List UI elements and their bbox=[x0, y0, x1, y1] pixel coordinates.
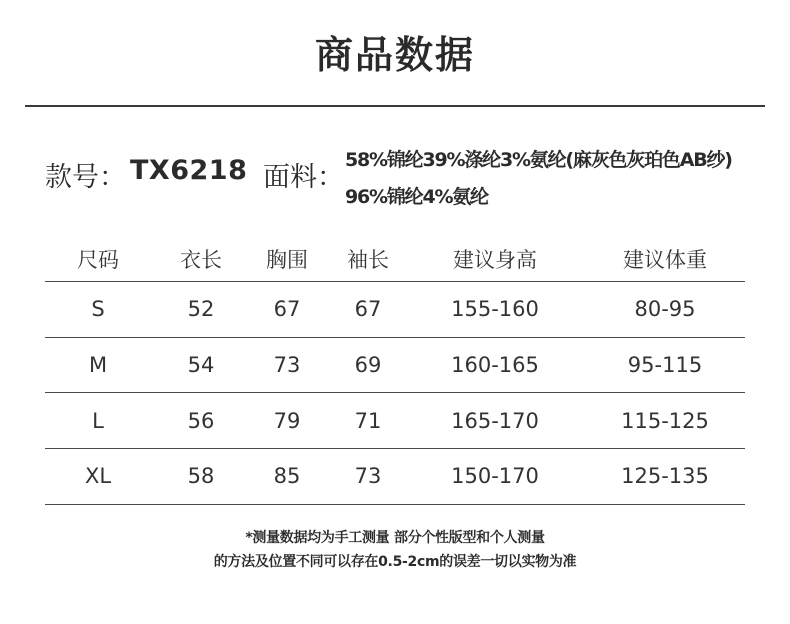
column-header-sleeve: 袖长 bbox=[347, 248, 389, 272]
length-cell: 52 bbox=[187, 297, 215, 322]
column-header-size: 尺码 bbox=[77, 248, 119, 272]
column-header-weight: 建议体重 bbox=[623, 248, 707, 272]
column-header-height: 建议身高 bbox=[453, 248, 537, 272]
sleeve-cell: 67 bbox=[354, 297, 382, 322]
table-row bbox=[45, 393, 745, 449]
length-cell: 56 bbox=[187, 408, 215, 433]
sleeve-cell: 73 bbox=[354, 464, 382, 489]
weight-cell: 95-115 bbox=[627, 353, 703, 378]
table-header-row bbox=[45, 237, 745, 282]
table-row bbox=[45, 282, 745, 338]
length-cell: 58 bbox=[187, 464, 215, 489]
chest-cell: 79 bbox=[273, 408, 301, 433]
height-cell: 150-170 bbox=[451, 464, 539, 489]
style-number-label: 款号： bbox=[45, 162, 126, 193]
column-header-length: 衣长 bbox=[180, 248, 222, 272]
fabric-composition-line: 96%锦纶4%氨纶 bbox=[345, 186, 488, 208]
column-header-chest: 胸围 bbox=[266, 248, 308, 272]
table-row bbox=[45, 449, 745, 505]
height-cell: 165-170 bbox=[451, 408, 539, 433]
measurement-note: *测量数据均为手工测量 部分个性版型和个人测量 bbox=[245, 530, 545, 546]
style-number-value: TX6218 bbox=[130, 155, 248, 186]
chest-cell: 67 bbox=[273, 297, 301, 322]
length-cell: 54 bbox=[187, 353, 215, 378]
weight-cell: 115-125 bbox=[621, 408, 709, 433]
size-cell: S bbox=[91, 297, 105, 322]
sleeve-cell: 69 bbox=[354, 353, 382, 378]
table-row bbox=[45, 338, 745, 394]
sleeve-cell: 71 bbox=[354, 408, 382, 433]
chest-cell: 85 bbox=[273, 464, 301, 489]
height-cell: 160-165 bbox=[451, 353, 539, 378]
chest-cell: 73 bbox=[273, 353, 301, 378]
weight-cell: 80-95 bbox=[634, 297, 696, 322]
size-cell: XL bbox=[84, 464, 112, 489]
fabric-label: 面料： bbox=[263, 162, 344, 193]
size-cell: L bbox=[92, 408, 104, 433]
height-cell: 155-160 bbox=[451, 297, 539, 322]
weight-cell: 125-135 bbox=[621, 464, 709, 489]
title-divider bbox=[25, 105, 765, 107]
size-cell: M bbox=[88, 353, 108, 378]
size-table bbox=[45, 237, 745, 505]
measurement-note: 的方法及位置不同可以存在0.5-2cm的误差一切以实物为准 bbox=[213, 554, 577, 570]
page-title: 商品数据 bbox=[314, 33, 475, 77]
fabric-composition-line: 58%锦纶39%涤纶3%氨纶(麻灰色灰珀色AB纱) bbox=[345, 149, 732, 171]
